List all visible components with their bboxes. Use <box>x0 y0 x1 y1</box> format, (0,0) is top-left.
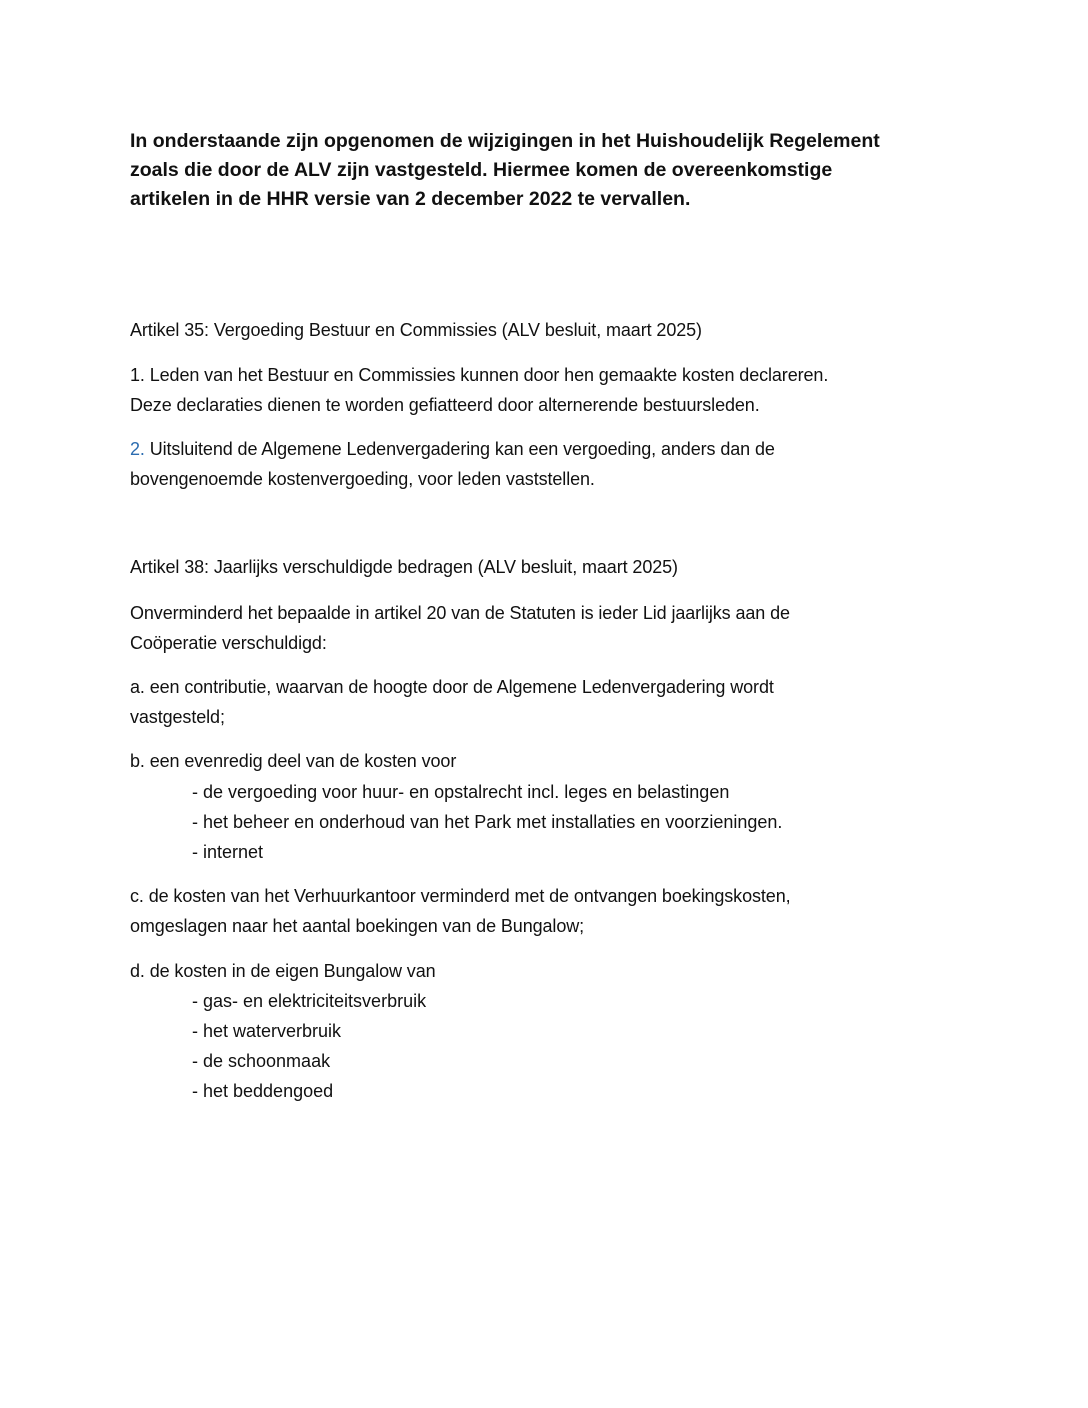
list-item: - internet <box>192 842 264 862</box>
paragraph-line: c. de kosten van het Verhuurkantoor verminderd met de ontvangen boekingskosten, <box>130 886 791 906</box>
paragraph-line: omgeslagen naar het aantal boekingen van de Bungalow; <box>130 916 585 936</box>
paragraph-line: bovengenoemde kostenvergoeding, voor leden vaststellen. <box>130 469 595 489</box>
article-35-paragraph-1 <box>130 360 960 420</box>
intro-line: artikelen in de HHR versie van 2 december 2022 te vervallen. <box>130 188 691 210</box>
intro-paragraph <box>130 127 960 214</box>
list-item: - het beheer en onderhoud van het Park met installaties en voorzieningen. <box>192 812 783 832</box>
paragraph-number: 2. <box>130 439 145 459</box>
article-38-item-a <box>130 672 960 732</box>
list-item: - het beddengoed <box>192 1081 334 1101</box>
paragraph-line: Onverminderd het bepaalde in artikel 20 van de Statuten is ieder Lid jaarlijks aan de <box>130 603 790 623</box>
article-38-heading: Artikel 38: Jaarlijks verschuldigde bedragen (ALV besluit, maart 2025) <box>130 557 678 577</box>
paragraph-line: a. een contributie, waarvan de hoogte door de Algemene Ledenvergadering wordt <box>130 677 774 697</box>
article-35-heading: Artikel 35: Vergoeding Bestuur en Commissies (ALV besluit, maart 2025) <box>130 320 702 340</box>
article-38-item-d-list <box>192 986 962 1106</box>
article-38-item-d: d. de kosten in de eigen Bungalow van <box>130 961 436 981</box>
paragraph-line: 1. Leden van het Bestuur en Commissies kunnen door hen gemaakte kosten declareren. <box>130 365 829 385</box>
article-38-intro <box>130 598 960 658</box>
paragraph-line: vastgesteld; <box>130 707 225 727</box>
list-item: - de schoonmaak <box>192 1051 331 1071</box>
paragraph-line <box>130 434 960 464</box>
intro-line: zoals die door de ALV zijn vastgesteld. Hiermee komen de overeenkomstige <box>130 159 833 181</box>
article-38-item-b: b. een evenredig deel van de kosten voor <box>130 751 457 771</box>
list-item: - de vergoeding voor huur- en opstalrecht incl. leges en belastingen <box>192 782 730 802</box>
paragraph-line: Deze declaraties dienen te worden gefiatteerd door alternerende bestuursleden. <box>130 395 760 415</box>
list-item: - het waterverbruik <box>192 1021 342 1041</box>
list-item: - gas- en elektriciteitsverbruik <box>192 991 427 1011</box>
intro-line: In onderstaande zijn opgenomen de wijzigingen in het Huishoudelijk Regelement <box>130 130 880 152</box>
article-38-item-c <box>130 881 960 941</box>
paragraph-text: Uitsluitend de Algemene Ledenvergadering kan een vergoeding, anders dan de <box>144 439 775 459</box>
article-38-item-b-list <box>192 777 962 867</box>
article-35-paragraph-2 <box>130 434 960 494</box>
paragraph-line: Coöperatie verschuldigd: <box>130 633 327 653</box>
